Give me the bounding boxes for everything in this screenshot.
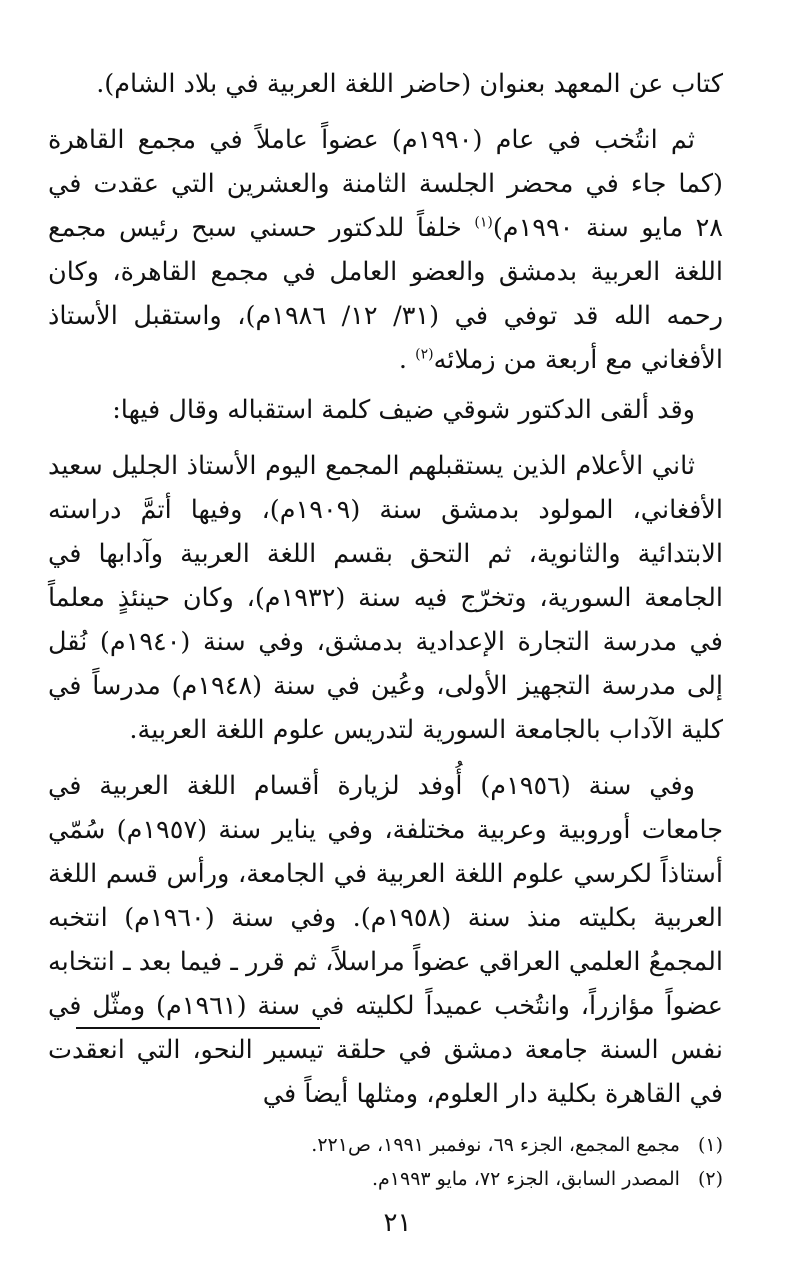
footnote-1-text: مجمع المجمع، الجزء ٦٩، نوفمبر ١٩٩١، ص٢٢١. bbox=[311, 1134, 680, 1156]
paragraph-2-text-a: ثم انتُخب في عام (١٩٩٠م) عضواً عاملاً في مجمع القاهرة (كما جاء في محضر الجلسة الثامنة والعشرين التي عقدت في ٢٨ مايو سنة ١٩٩٠م) bbox=[48, 125, 723, 243]
footnote-2-number: (٢) bbox=[697, 1168, 723, 1190]
paragraph-2-text-b: خلفاً للدكتور حسني سبح رئيس مجمع اللغة العربية بدمشق والعضو العامل في مجمع القاهرة، وكان رحمه الله قد توفي في (٣١/ ١٢/ ١٩٨٦م)، واستقبل الأستاذ الأفغاني مع أربعة من زملائه bbox=[48, 213, 724, 375]
paragraph-1: كتاب عن المعهد بعنوان (حاضر اللغة العربية في بلاد الشام). bbox=[96, 69, 723, 99]
footnotes bbox=[48, 1128, 723, 1196]
paragraph-3: وقد ألقى الدكتور شوقي ضيف كلمة استقباله وقال فيها: bbox=[112, 395, 695, 425]
page-number: ٢١ bbox=[383, 1208, 412, 1238]
paragraph-5: وفي سنة (١٩٥٦م) أُوفد لزيارة أقسام اللغة العربية في جامعات أوروبية وعربية مختلفة، وفي يناير سنة (١٩٥٧م) سُمّي أستاذاً لكرسي علوم اللغة العربية في الجامعة، ورأس قسم اللغة العربية بكليته منذ سنة (١٩٥٨م). وفي سنة (١٩٦٠م) انتخبه المجمعُ العلمي العراقي عضواً مراسلاً، ثم قرر ـ فيما بعد ـ انتخابه عضواً مؤازراً، وانتُخب عميداً لكليته في سنة (١٩٦١م) ومثّل في نفس السنة جامعة دمشق في حلقة تيسير النحو، التي انعقدت في القاهرة بكلية دار العلوم، ومثلها أيضاً في bbox=[48, 771, 724, 1109]
footnote-1-number: (١) bbox=[697, 1134, 723, 1156]
footnote-divider bbox=[76, 1027, 320, 1029]
footnote-2 bbox=[48, 1162, 723, 1196]
footnote-ref-1[interactable]: (١) bbox=[474, 214, 493, 231]
paragraph-4-quote: ثاني الأعلام الذين يستقبلهم المجمع اليوم الأستاذ الجليل سعيد الأفغاني، المولود بدمشق سنة (١٩٠٩م)، وفيها أتمَّ دراسته الابتدائية والثانوية، ثم التحق بقسم اللغة العربية وآدابها في الجامعة السورية، وتخرّج فيه سنة (١٩٣٢م)، وكان حينئذٍ معلماً في مدرسة التجارة الإعدادية بدمشق، وفي سنة (١٩٤٠م) نُقل إلى مدرسة التجهيز الأولى، وعُين في سنة (١٩٤٨م) مدرساً في كلية الآداب بالجامعة السورية لتدريس علوم اللغة العربية. bbox=[48, 451, 724, 745]
paragraph-2 bbox=[48, 118, 723, 382]
footnote-ref-2[interactable]: (٢) bbox=[415, 346, 434, 363]
footnote-2-text: المصدر السابق، الجزء ٧٢، مايو ١٩٩٣م. bbox=[371, 1168, 680, 1190]
paragraph-2-text-c: . bbox=[398, 345, 416, 375]
page-body bbox=[48, 62, 723, 1268]
footnote-1 bbox=[48, 1128, 723, 1162]
